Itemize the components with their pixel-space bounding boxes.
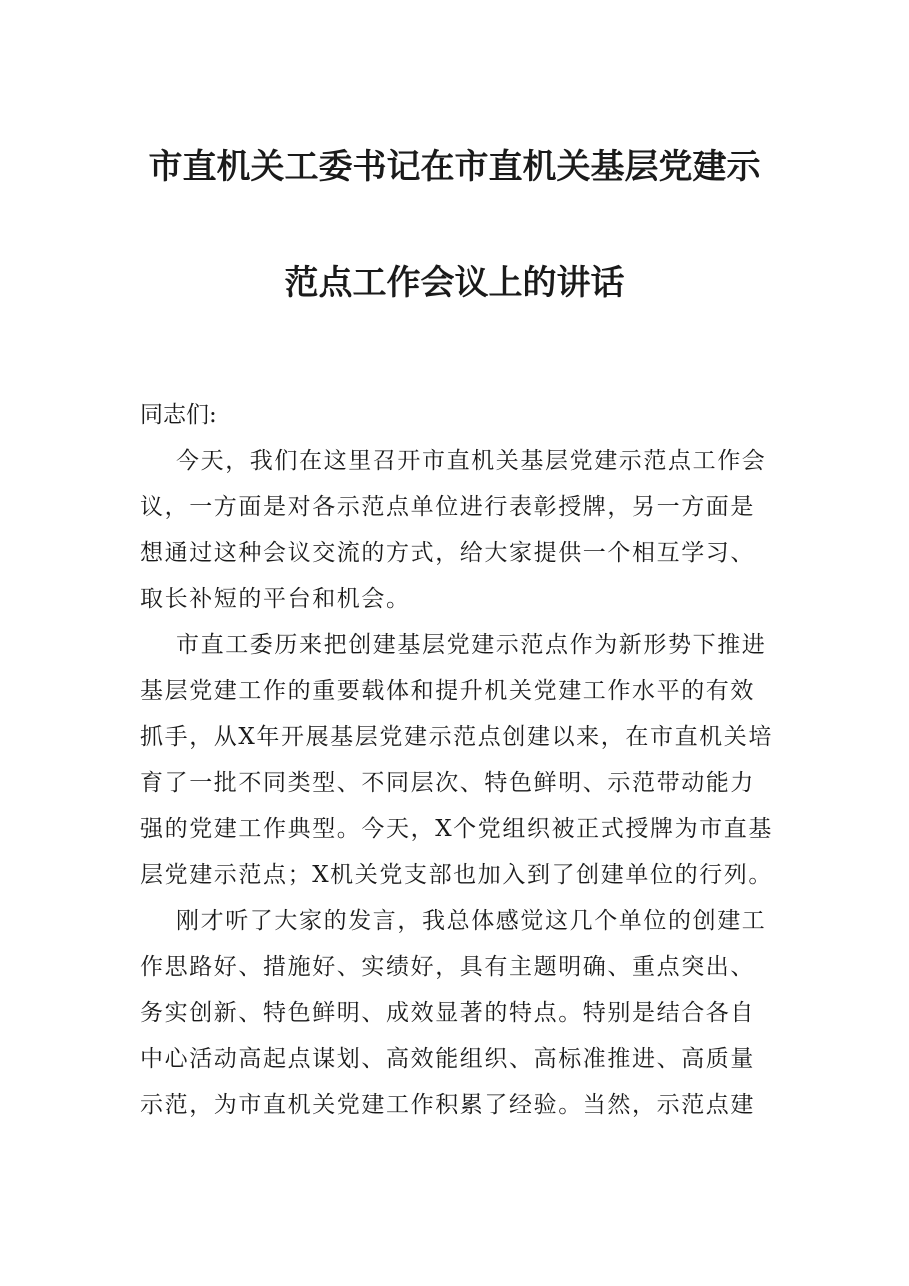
paragraph-line: 市直工委历来把创建基层党建示范点作为新形势下推进 [176, 632, 767, 658]
paragraph-line: 今天，我们在这里召开市直机关基层党建示范点工作会 [176, 448, 767, 474]
document-title-line-2: 范点工作会议上的讲话 [284, 263, 625, 303]
paragraph-line: 中心活动高起点谋划、高效能组织、高标准推进、高质量 [140, 1046, 755, 1072]
paragraph-line: 抓手，从X年开展基层党建示范点创建以来，在市直机关培 [140, 724, 773, 750]
paragraph-line: 议，一方面是对各示范点单位进行表彰授牌，另一方面是 [140, 494, 755, 520]
paragraph-2 [140, 622, 780, 898]
paragraph-1 [140, 438, 780, 622]
salutation: 同志们: [140, 402, 217, 428]
paragraph-line: 想通过这种会议交流的方式，给大家提供一个相互学习、 [140, 540, 755, 566]
paragraph-line: 强的党建工作典型。今天，X个党组织被正式授牌为市直基 [140, 816, 773, 842]
document-body [140, 392, 780, 1128]
paragraph-line: 示范，为市直机关党建工作积累了经验。当然，示范点建 [140, 1092, 755, 1118]
paragraph-line: 务实创新、特色鲜明、成效显著的特点。特别是结合各自 [140, 1000, 755, 1026]
paragraph-3 [140, 898, 780, 1128]
paragraph-line: 基层党建工作的重要载体和提升机关党建工作水平的有效 [140, 678, 755, 704]
document-title-line-1: 市直机关工委书记在市直机关基层党建示 [148, 147, 761, 187]
paragraph-line: 育了一批不同类型、不同层次、特色鲜明、示范带动能力 [140, 770, 755, 796]
paragraph-line: 作思路好、措施好、实绩好，具有主题明确、重点突出、 [140, 954, 755, 980]
paragraph-line: 刚才听了大家的发言，我总体感觉这几个单位的创建工 [176, 908, 767, 934]
paragraph-line: 层党建示范点；X机关党支部也加入到了创建单位的行列。 [140, 862, 773, 888]
paragraph-line: 取长补短的平台和机会。 [140, 586, 411, 612]
